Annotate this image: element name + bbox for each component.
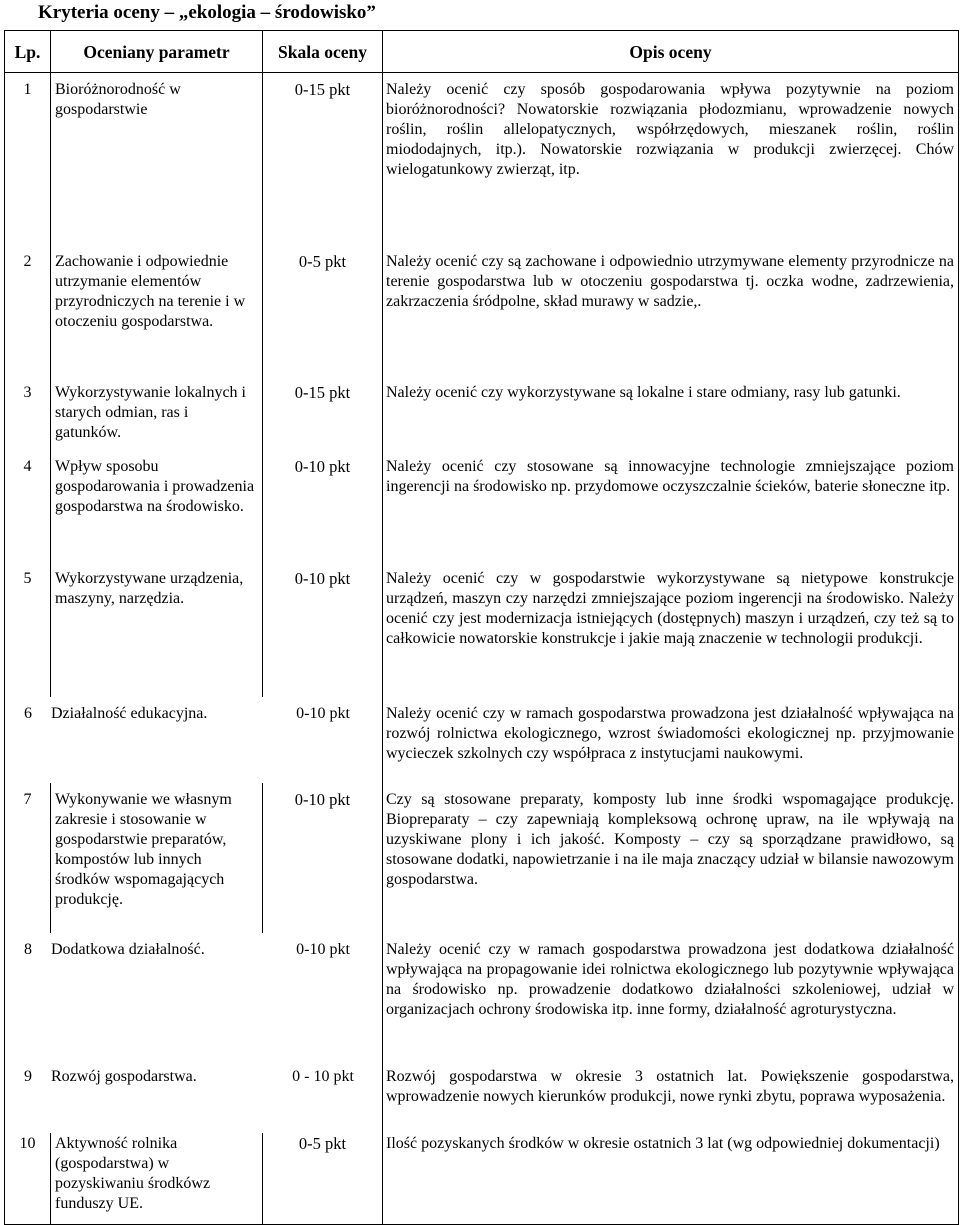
row-parameter: Działalność edukacyjna.	[51, 704, 208, 722]
row-number: 5	[23, 569, 32, 587]
row-scale: 0-10 pkt	[294, 456, 351, 476]
row-scale: 0-10 pkt	[294, 568, 351, 588]
row-number: 7	[23, 790, 32, 808]
header-scale: Skala oceny	[263, 31, 383, 73]
table-row	[5, 783, 959, 933]
row-description: Należy ocenić czy sposób gospodarowania wpływa pozytywnie na poziom bioróżnorodności? Nowatorskie rozwiązania płodozmianu, wprowadzenie nowych roślin, roślin allelopatycznych, współrzędowych, mieszanek roślin, roślin miododajnych, itp.). Nowatorskie rozwiązania w produkcji zwierzęcej. Chów wielogatunkowy zwierząt, itp.	[386, 81, 954, 178]
row-description: Należy ocenić czy są zachowane i odpowiednio utrzymywane elementy przyrodnicze na terenie gospodarstwa lub w otoczeniu gospodarstwa tj. oczka wodne, zadrzewienia, zakrzaczenia śródpolne, skład murawy w sadzie,.	[386, 252, 954, 310]
row-description: Należy ocenić czy w gospodarstwie wykorzystywane są nietypowe konstrukcje urządzeń, maszyn czy narzędzi zmniejszające poziom ingerencji na środowisko. Należy ocenić czy jest modernizacja istniejących (dostępnych) maszyn i urządzeń, czy też są to całkowicie nowatorskie konstrukcje i jakie mają znaczenie w technologii produkcji.	[386, 569, 954, 647]
row-parameter: Wykonywanie we własnym zakresie i stosowanie w gospodarstwie preparatów, kompostów lub innych środków wspomagających produkcję.	[55, 790, 232, 908]
row-description: Ilość pozyskanych środków w okresie ostatnich 3 lat (wg odpowiedniej dokumentacji)	[386, 1134, 940, 1152]
row-number: 9	[24, 1067, 32, 1085]
row-parameter: Aktywność rolnika (gospodarstwa) w pozyskiwaniu środkówz funduszy UE.	[55, 1134, 211, 1212]
row-number: 8	[24, 940, 32, 958]
row-number: 6	[24, 704, 32, 722]
row-description: Rozwój gospodarstwa w okresie 3 ostatnich lat. Powiększenie gospodarstwa, wprowadzenie nowych kierunków produkcji, nowe rynki zbytu, poprawa wyposażenia.	[386, 1067, 954, 1105]
row-number: 1	[23, 81, 32, 98]
table-row	[5, 245, 959, 376]
row-scale: 0-10 pkt	[296, 704, 350, 722]
header-parameter: Oceniany parametr	[51, 31, 263, 73]
header-lp: Lp.	[5, 31, 51, 73]
row-description: Należy ocenić czy w ramach gospodarstwa prowadzona jest dodatkowa działalność wpływająca na propagowanie idei rolnictwa ekologicznego lub pozytywnie wpływająca na środowisko np. prowadzenie dodatkowo działalności szkoleniowej, udział w organizacjach ochrony środowiska itp. inne formy, działalność agroturystyczna.	[386, 940, 954, 1018]
row-number: 10	[19, 1134, 36, 1152]
row-parameter: Wykorzystywane urządzenia, maszyny, narzędzia.	[55, 569, 244, 607]
criteria-table	[4, 30, 959, 1225]
row-parameter: Wpływ sposobu gospodarowania i prowadzenia gospodarstwa na środowisko.	[55, 457, 255, 515]
row-parameter: Zachowanie i odpowiednie utrzymanie elementów przyrodniczych na terenie i w otoczeniu gospodarstwa.	[55, 252, 246, 330]
row-description: Należy ocenić czy wykorzystywane są lokalne i stare odmiany, rasy lub gatunki.	[386, 383, 901, 401]
table-header-row	[5, 31, 959, 73]
row-scale: 0-15 pkt	[294, 382, 351, 402]
row-scale: 0-10 pkt	[296, 940, 350, 958]
row-number: 3	[23, 383, 32, 401]
table-row	[5, 376, 959, 450]
row-scale: 0 - 10 pkt	[292, 1067, 354, 1085]
row-number: 4	[23, 457, 32, 475]
row-parameter: Rozwój gospodarstwa.	[51, 1067, 197, 1085]
document-title: Kryteria oceny – „ekologia – środowisko”	[38, 2, 376, 23]
row-scale: 0-10 pkt	[294, 789, 351, 809]
row-scale: 0-5 pkt	[298, 251, 347, 271]
row-scale: 0-5 pkt	[298, 1133, 347, 1153]
table-row	[5, 1066, 959, 1133]
table-row	[5, 450, 959, 562]
table-row	[5, 697, 959, 783]
table-row	[5, 562, 959, 697]
row-parameter: Wykorzystywanie lokalnych i starych odmian, ras i gatunków.	[55, 383, 246, 441]
row-number: 2	[23, 252, 32, 270]
header-description: Opis oceny	[383, 31, 959, 73]
row-parameter: Bioróżnorodność w gospodarstwie	[55, 81, 181, 118]
row-parameter: Dodatkowa działalność.	[51, 940, 205, 958]
table-row	[5, 73, 959, 245]
table-row	[5, 1133, 959, 1225]
row-description: Należy ocenić czy w ramach gospodarstwa prowadzona jest działalność wpływająca na rozwój rolnictwa ekologicznego, wzrost świadomości ekologicznej np. przyjmowanie wycieczek szkolnych czy współpraca z instytucjami naukowymi.	[386, 704, 954, 762]
table-row	[5, 933, 959, 1066]
row-scale: 0-15 pkt	[294, 80, 351, 99]
row-description: Czy są stosowane preparaty, komposty lub inne środki wspomagające produkcję. Biopreparaty – czy zapewniają kompleksową ochronę upraw, na ile wpływają na uzyskiwane plony i ich jakość. Komposty – czy są sporządzane prawidłowo, są stosowane dodatki, napowietrzanie i na ile maja znaczący udział w bilansie nawozowym gospodarstwa.	[386, 790, 954, 888]
row-description: Należy ocenić czy stosowane są innowacyjne technologie zmniejszające poziom ingerencji na środowisko np. przydomowe oczyszczalnie ścieków, baterie słoneczne itp.	[386, 457, 954, 495]
